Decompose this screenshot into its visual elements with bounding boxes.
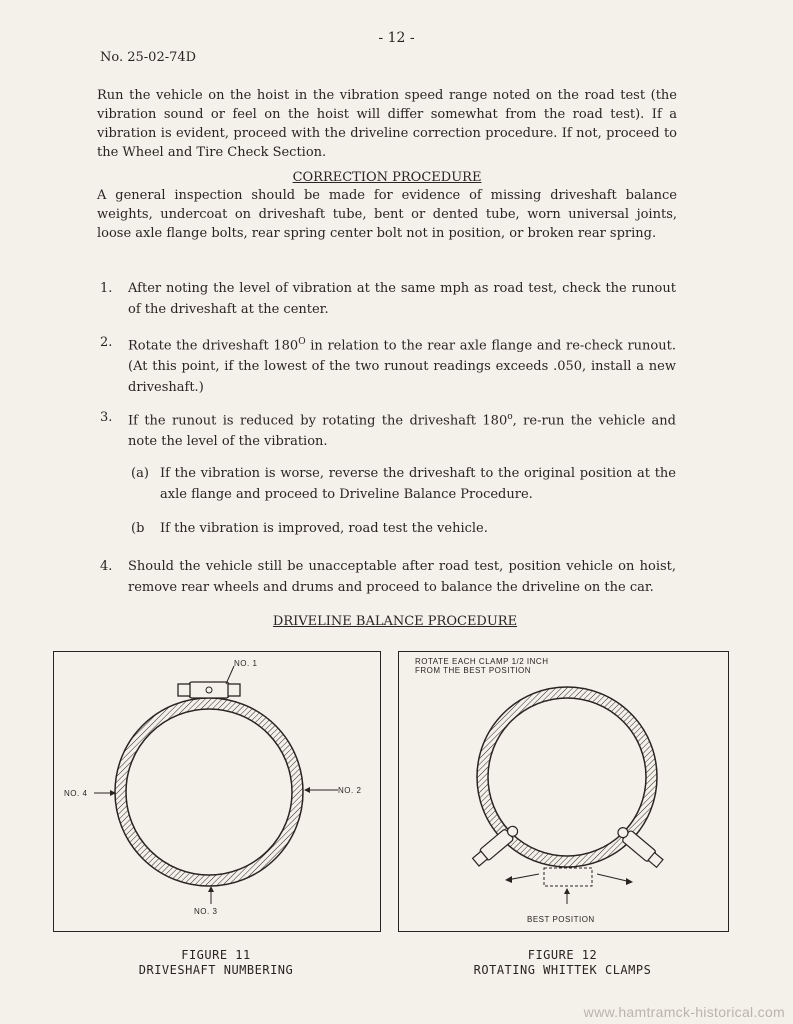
- substep-text: If the vibration is worse, reverse the driveshaft to the original position at the axle flange and proceed to Driveline Balance Procedure.: [160, 466, 676, 502]
- hose-clamp-screw: [178, 682, 240, 698]
- step-number: 4.: [100, 559, 113, 574]
- label-best-position: BEST POSITION: [527, 915, 595, 924]
- document-number: No. 25-02-74D: [100, 50, 197, 65]
- watermark: www.hamtramck-historical.com: [583, 1004, 785, 1020]
- figure-12-note-line1: ROTATE EACH CLAMP 1/2 INCH: [415, 657, 549, 666]
- substep-label: (a): [131, 466, 149, 481]
- page-number: - 12 -: [378, 30, 415, 46]
- figure-12-note-line2: FROM THE BEST POSITION: [415, 666, 532, 675]
- label-no3: NO. 3: [194, 907, 218, 916]
- intro-paragraph: Run the vehicle on the hoist in the vibration speed range noted on the road test (the vibration sound or feel on the hoist will differ somewhat from the road test). If a vibration is evident, proceed with the driveline correction procedure. If not, proceed to the Wheel and Tire Check Section.: [97, 88, 677, 160]
- figure-12-frame: [398, 651, 729, 932]
- correction-paragraph: A general inspection should be made for evidence of missing driveshaft balance weights, undercoat on driveshaft tube, bent or dented tube, worn universal joints, loose axle flange bolts, rear spring center bolt not in position, or broken rear spring.: [97, 188, 677, 241]
- label-no4: NO. 4: [64, 789, 88, 798]
- leader-line: [226, 666, 234, 684]
- step-text: After noting the level of vibration at the same mph as road test, check the runout of the driveshaft at the center.: [128, 281, 676, 317]
- figure-11-caption: FIGURE 11 DRIVESHAFT NUMBERING: [138, 948, 294, 977]
- tube-bore: [126, 709, 292, 875]
- step-text: Rotate the driveshaft $180^O$ in relation to the rear axle flange and re-check runout. (At this point, if the lowest of the two runout readings exceeds .050, install a new driveshaft.): [128, 337, 676, 396]
- label-no2: NO. 2: [338, 786, 362, 795]
- step-text: If the runout is reduced by rotating the driveshaft 180$^o$, re-run the vehicle and note the level of the vibration.: [128, 412, 676, 450]
- substep-text: If the vibration is improved, road test the vehicle.: [160, 521, 488, 536]
- figure-12-caption: FIGURE 12 ROTATING WHITTEK CLAMPS: [473, 948, 652, 977]
- arrow-right: [597, 874, 631, 882]
- step-text: Should the vehicle still be unacceptable after road test, position vehicle on hoist, remove rear wheels and drums and proceed to balance the driveline on the car.: [128, 559, 676, 595]
- label-no1: NO. 1: [234, 659, 258, 668]
- step-number: 1.: [100, 281, 113, 296]
- substep-label: (b: [131, 521, 145, 536]
- driveshaft-numbering-diagram: [54, 652, 380, 931]
- balance-heading: DRIVELINE BALANCE PROCEDURE: [272, 614, 518, 629]
- step-number: 3.: [100, 410, 113, 425]
- correction-heading: CORRECTION PROCEDURE: [292, 170, 482, 185]
- figure-11-frame: [53, 651, 381, 932]
- step-number: 2.: [100, 335, 113, 350]
- best-position-marker: [544, 868, 592, 886]
- whittek-clamps-diagram: [399, 652, 728, 931]
